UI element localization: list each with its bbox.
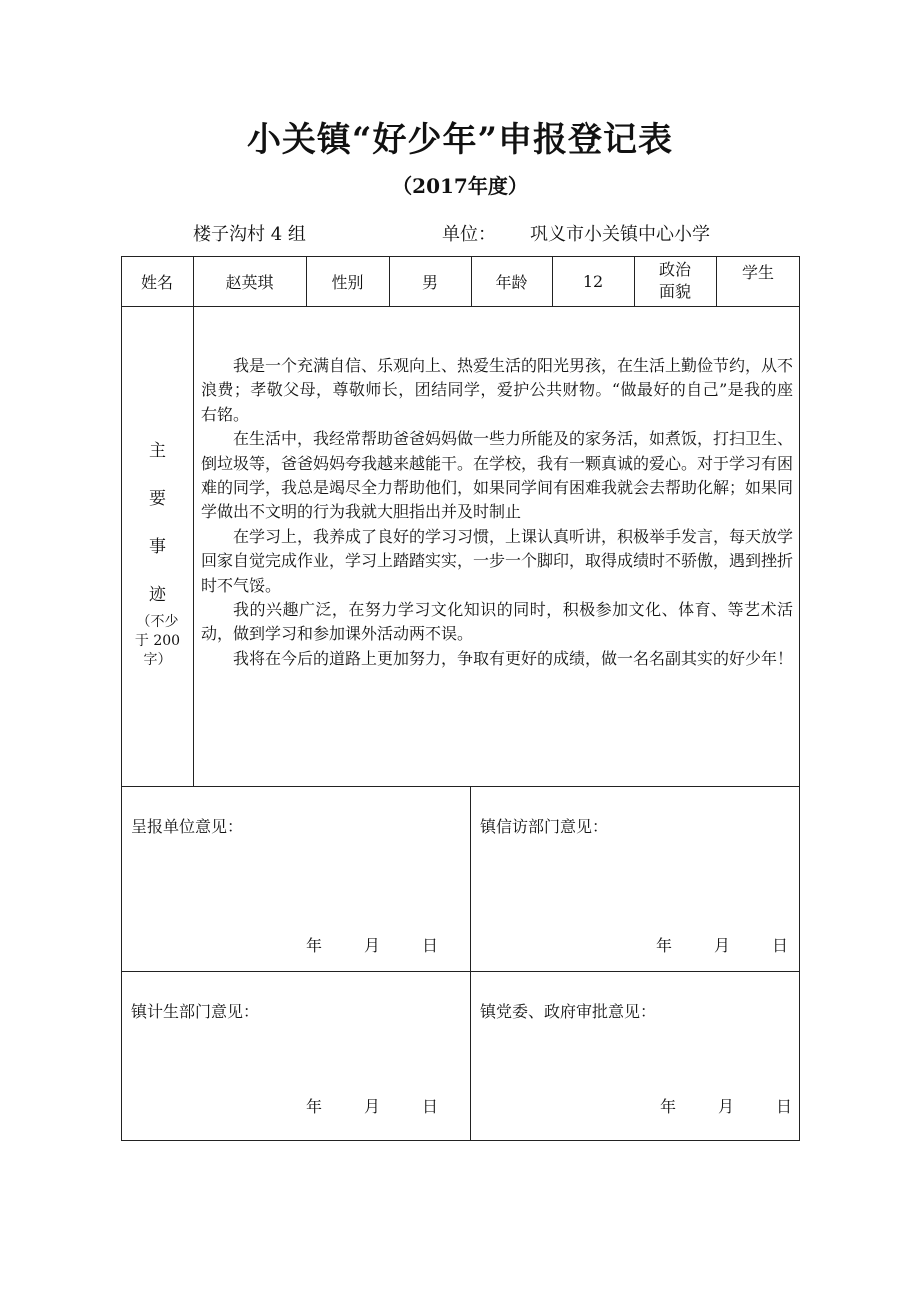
date-month: 月 [364,936,381,955]
date-day: 日 [772,936,789,955]
age-value: 12 [582,271,604,291]
deeds-label-note: 于 200 [134,633,181,649]
date-month: 月 [714,936,731,955]
row-divider [121,971,800,972]
name-value: 赵英琪 [225,272,274,292]
deeds-label-char: 要 [149,489,166,509]
row-divider [121,306,800,307]
unit-line [442,220,710,246]
deeds-label-char: 事 [149,537,166,557]
deeds-paragraph: 我的兴趣广泛，在努力学习文化知识的同时，积极参加文化、体育、等艺术活动，做到学习和参加课外活动两不误。 [201,600,793,644]
name-label: 姓名 [140,272,173,292]
date-year: 年 [306,1097,323,1116]
family-planning-date [306,1094,438,1117]
deeds-paragraph: 我是一个充满自信、乐观向上、热爱生活的阳光男孩，在生活上勤俭节约，从不浪费；孝敬父母，尊敬师长，团结同学，爱护公共财物。“做最好的自己”是我的座右铭。 [201,356,794,424]
date-month: 月 [364,1097,381,1116]
unit-label: 单位： [442,224,496,245]
political-label-line1: 政治 [658,260,691,279]
deeds-label [122,436,193,671]
gender-value: 男 [421,272,438,292]
form-title: 小关镇“好少年”申报登记表 [246,120,674,160]
row-divider [121,786,800,787]
date-day: 日 [422,936,439,955]
age-label: 年龄 [495,272,528,292]
reporting-unit-date [306,933,438,956]
deeds-label-note: 字） [143,652,172,668]
party-government-opinion-label: 镇党委、政府审批意见： [480,1002,657,1021]
party-government-date [660,1094,792,1117]
deeds-paragraph: 我将在今后的道路上更加努力，争取有更好的成绩，做一名名副其实的好少年！ [233,648,794,668]
deeds-label-char: 主 [149,441,166,461]
date-day: 日 [422,1097,439,1116]
family-planning-opinion-label: 镇计生部门意见： [131,1002,260,1021]
deeds-text [201,354,793,671]
date-year: 年 [306,936,323,955]
gender-label: 性别 [331,272,364,292]
deeds-paragraph: 在学习上，我养成了良好的学习习惯，上课认真听讲，积极举手发言，每天放学回家自觉完成作业，学习上踏踏实实，一步一个脚印，取得成绩时不骄傲，遇到挫折时不气馁。 [201,526,794,595]
date-year: 年 [656,936,673,955]
col-divider [193,256,194,786]
reporting-unit-opinion-label: 呈报单位意见： [131,817,244,836]
date-month: 月 [718,1097,735,1116]
village-text: 楼子沟村 4 组 [193,224,306,245]
unit-value: 巩义市小关镇中心小学 [530,224,710,245]
col-divider [470,786,471,1141]
deeds-paragraph: 在生活中，我经常帮助爸爸妈妈做一些力所能及的家务活，如煮饭，打扫卫生、倒垃圾等，爸爸妈妈夸我越来越能干。在学校，我有一颗真诚的爱心。对于学习有困难的同学，我总是竭尽全力帮助他们，如果同学间有困难我就会去帮助化解；如果同学做出不文明的行为我就大胆指出并及时制止 [201,429,794,522]
deeds-label-char: 迹 [149,585,166,605]
date-year: 年 [660,1097,677,1116]
political-status-value: 学生 [741,262,774,282]
political-label-line2: 面貌 [658,282,691,301]
deeds-label-note: （不少 [136,614,179,630]
petition-dept-opinion-label: 镇信访部门意见： [480,817,609,836]
date-day: 日 [776,1097,793,1116]
political-status-label [634,256,716,306]
petition-dept-date [656,933,788,956]
form-year: （2017年度） [392,174,528,198]
